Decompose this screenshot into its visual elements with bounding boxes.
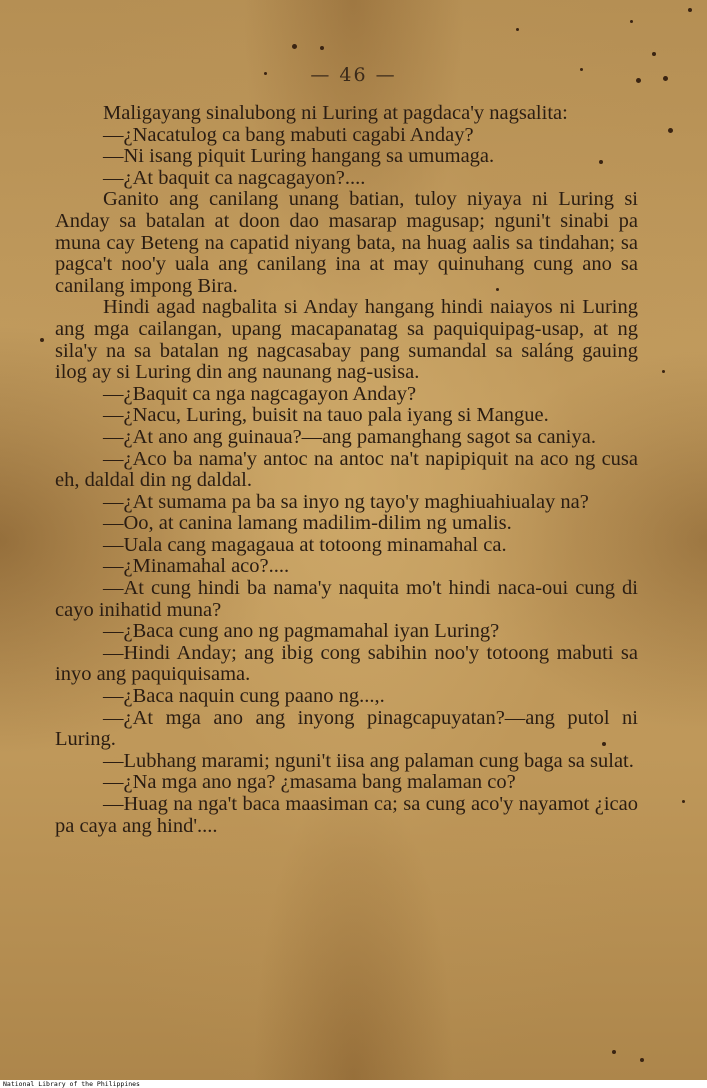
paragraph: —Huag na nga't baca maasiman ca; sa cung aco'y nayamot ¿icao pa caya ang hind'.... bbox=[55, 793, 638, 837]
speck bbox=[662, 370, 665, 373]
page-number: — 46 — bbox=[310, 64, 397, 86]
speck bbox=[612, 1050, 616, 1054]
paragraph: —¿At sumama pa ba sa inyo ng tayo'y maghiuahiualay na? bbox=[103, 490, 589, 513]
paragraph: —¿Nacatulog ca bang mabuti cagabi Anday? bbox=[103, 123, 474, 146]
paragraph: —Ni isang piquit Luring hangang sa umumaga. bbox=[103, 145, 495, 168]
paragraph: Ganito ang canilang unang batian, tuloy niyaya ni Luring si Anday sa batalan at doon dao masarap magusap; nguni't sinabi pa muna cay Beteng na capatid niyang bata, na huag aalis sa tindahan; sa pagca't noo'y uala ang canilang ina at may quinuhang cung ano sa canilang impong Bira. bbox=[55, 188, 638, 297]
paragraph: —Hindi Anday; ang ibig cong sabihin noo'y totoong mabuti sa inyo ang paquiquisama. bbox=[55, 641, 638, 686]
paragraph: —¿Na mga ano nga? ¿masama bang malaman co? bbox=[103, 771, 516, 794]
paragraph: —At cung hindi ba nama'y naquita mo't hindi naca-oui cung di cayo inihatid muna? bbox=[55, 577, 638, 621]
paragraph: —Lubhang marami; nguni't iisa ang palaman cung baga sa sulat. bbox=[103, 749, 634, 772]
paragraph: Hindi agad nagbalita si Anday hangang hindi naiayos ni Luring ang mga cailangan, upang macapanatag sa paquiquipag-usap, at ng sila'y na sa batalan ng nagcasabay pang sumandal sa saláng gauing ilog ay si Luring din ang naunang nag-usisa. bbox=[55, 296, 638, 384]
speck bbox=[630, 20, 633, 23]
speck bbox=[516, 28, 519, 31]
speck bbox=[652, 52, 656, 56]
paragraph: —Oo, at canina lamang madilim-dilim ng umalis. bbox=[103, 512, 512, 535]
paragraph: —Uala cang magagaua at totoong minamahal ca. bbox=[103, 533, 507, 556]
paragraph: —¿Baca naquin cung paano ng...,. bbox=[103, 685, 385, 708]
footer-bar bbox=[0, 1080, 707, 1088]
paragraph: —¿Baca cung ano ng pagmamahal iyan Luring? bbox=[103, 620, 500, 643]
speck bbox=[640, 1058, 644, 1062]
paragraph: —¿At mga ano ang inyong pinagcapuyatan?—ang putol ni Luring. bbox=[55, 706, 638, 751]
footer-credit: National Library of the Philippines bbox=[3, 1080, 140, 1088]
paragraph: —¿Nacu, Luring, buisit na tauo pala iyang si Mangue. bbox=[103, 404, 549, 427]
paragraph: Maligayang sinalubong ni Luring at pagdaca'y nagsalita: bbox=[103, 102, 568, 124]
speck bbox=[292, 44, 297, 49]
speck bbox=[40, 338, 44, 342]
body-text bbox=[55, 103, 638, 837]
paragraph: —¿At ano ang guinaua?—ang pamanghang sagot sa caniya. bbox=[103, 425, 596, 448]
speck bbox=[682, 800, 685, 803]
paragraph: —¿At baquit ca nagcagayon?.... bbox=[103, 166, 366, 189]
paragraph: —¿Baquit ca nga nagcagayon Anday? bbox=[103, 382, 417, 405]
speck bbox=[668, 128, 673, 133]
speck bbox=[688, 8, 692, 12]
speck bbox=[320, 46, 324, 50]
paragraph: —¿Minamahal aco?.... bbox=[103, 555, 290, 578]
paragraph: —¿Aco ba nama'y antoc na antoc na't napipiquit na aco ng cusa eh, daldal din ng daldal. bbox=[55, 447, 638, 492]
